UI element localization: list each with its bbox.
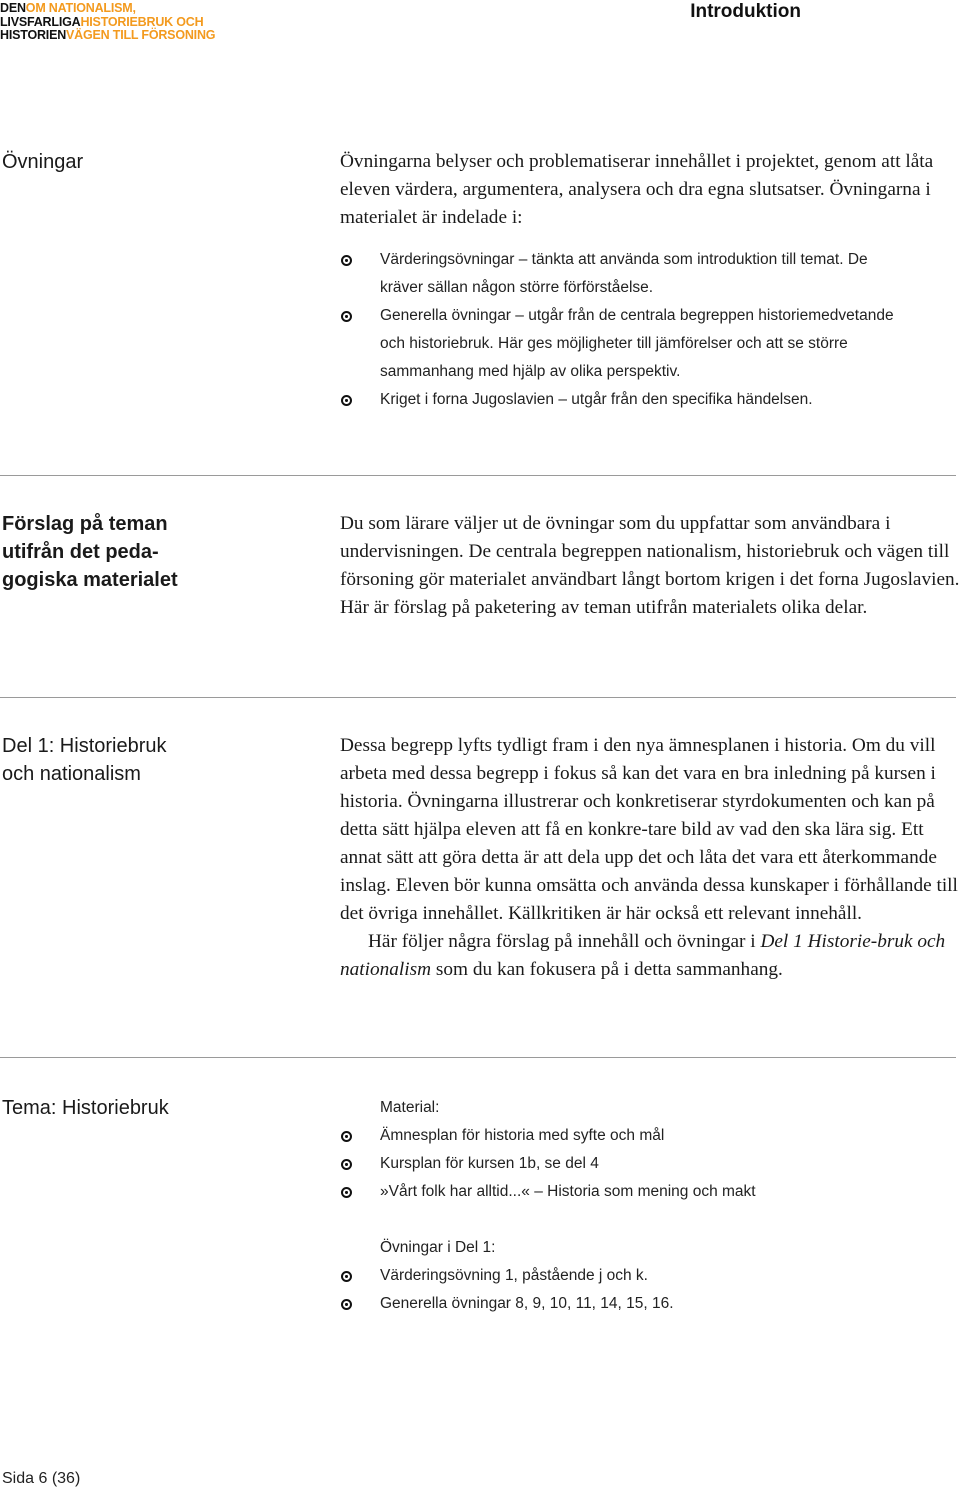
body-text: Här följer några förslag på innehåll och övningar i [368,931,761,952]
logo-text: DEN [0,1,26,15]
logo-text: OM NATIONALISM, [25,1,136,15]
list-item-text: »Vårt folk har alltid...« – Historia som mening och makt [380,1183,756,1200]
list-item [340,1122,960,1150]
body-paragraph [340,928,960,984]
list-item-text: Kriget i forna Jugoslavien – utgår från den specifika händelsen. [380,391,813,408]
section-body [340,148,960,414]
intro-paragraph: Övningarna belyser och problematiserar innehållet i projektet, genom att låta eleven värdera, argumentera, analysera och dra egna slutsatser. Övningarna i materialet är indelade i: [340,151,934,228]
section-divider [0,475,956,476]
bullet-icon [341,395,352,406]
section-label: Övningar [2,151,84,173]
exercises-list [340,1262,960,1318]
body-text: som du kan fokusera på i detta sammanhang. [431,959,783,980]
section-body [340,1094,960,1318]
exercises-heading: Övningar i Del 1: [380,1239,496,1256]
section-divider [0,1057,956,1058]
logo-text: HISTORIEN [0,28,67,42]
exercise-type-list [340,246,900,414]
bullet-icon [341,311,352,322]
list-item-text: Värderingsövningar – tänkta att använda som introduktion till temat. De kräver sällan någon större förförståelse. [380,251,868,296]
bullet-icon [341,255,352,266]
page-title: Introduktion [690,1,801,22]
list-item [340,1262,960,1290]
logo-text: LIVSFARLIGA [0,14,81,29]
list-item [340,302,900,386]
bullet-icon [341,1159,352,1170]
list-item [340,386,900,414]
list-item [340,1290,960,1318]
list-item-text: Kursplan för kursen 1b, se del 4 [380,1155,599,1172]
list-item [340,1178,960,1206]
section-body [340,732,960,984]
list-item-text: Generella övningar – utgår från de centrala begreppen historiemedvetande och historiebruk. Här ges möjligheter till jämförelser och att se större sammanhang med hjälp av olika perspektiv. [380,307,894,380]
material-heading: Material: [380,1099,440,1116]
part-title: Del 1 Historie-bruk och nationalism [340,931,946,980]
body-paragraph: Dessa begrepp lyfts tydligt fram i den nya ämnesplanen i historia. Om du vill arbeta med dessa begrepp i fokus så kan det vara en bra inledning på kursen i historia. Övningarna illustrerar och konkretiserar styrdokumenten och kan på detta sätt hjälpa eleven att få en konkre-tare bild av vad den ska lära sig. Ett annat sätt att göra detta är att dela upp det och låta det vara ett återkommande inslag. Eleven bör kunna omsätta och använda dessa kunskaper i förhållande till det övriga innehållet. Källkritiken är här också ett relevant innehåll. [340,735,958,924]
bullet-icon [341,1187,352,1198]
list-item-text: Ämnesplan för historia med syfte och mål [380,1127,665,1144]
bullet-icon [341,1299,352,1310]
list-item-text: Värderingsövning 1, påstående j och k. [380,1267,648,1284]
list-item-text: Generella övningar 8, 9, 10, 11, 14, 15, 16. [380,1295,674,1312]
body-paragraph: Du som lärare väljer ut de övningar som du uppfattar som användbara i undervisningen. De centrala begreppen nationalism, historiebruk och vägen till försoning gör materialet användbart långt bortom krigen i det forna Jugoslavien. Här är förslag på paketering av teman utifrån materialets olika delar. [340,513,960,618]
logo-text: HISTORIEBRUK OCH [80,14,204,29]
section-label: Del 1: Historiebruk och nationalism [2,735,167,785]
section-label: Förslag på teman utifrån det peda-gogiska materialet [2,513,178,591]
list-item [340,246,900,302]
list-item [340,1150,960,1178]
page-number: Sida 6 (36) [2,1470,81,1487]
section-label: Tema: Historiebruk [2,1097,169,1119]
material-list [340,1122,960,1206]
publication-logo [0,2,215,43]
section-body [340,510,960,622]
logo-text: VÄGEN TILL FÖRSONING [66,28,216,42]
section-divider [0,697,956,698]
bullet-icon [341,1271,352,1282]
bullet-icon [341,1131,352,1142]
